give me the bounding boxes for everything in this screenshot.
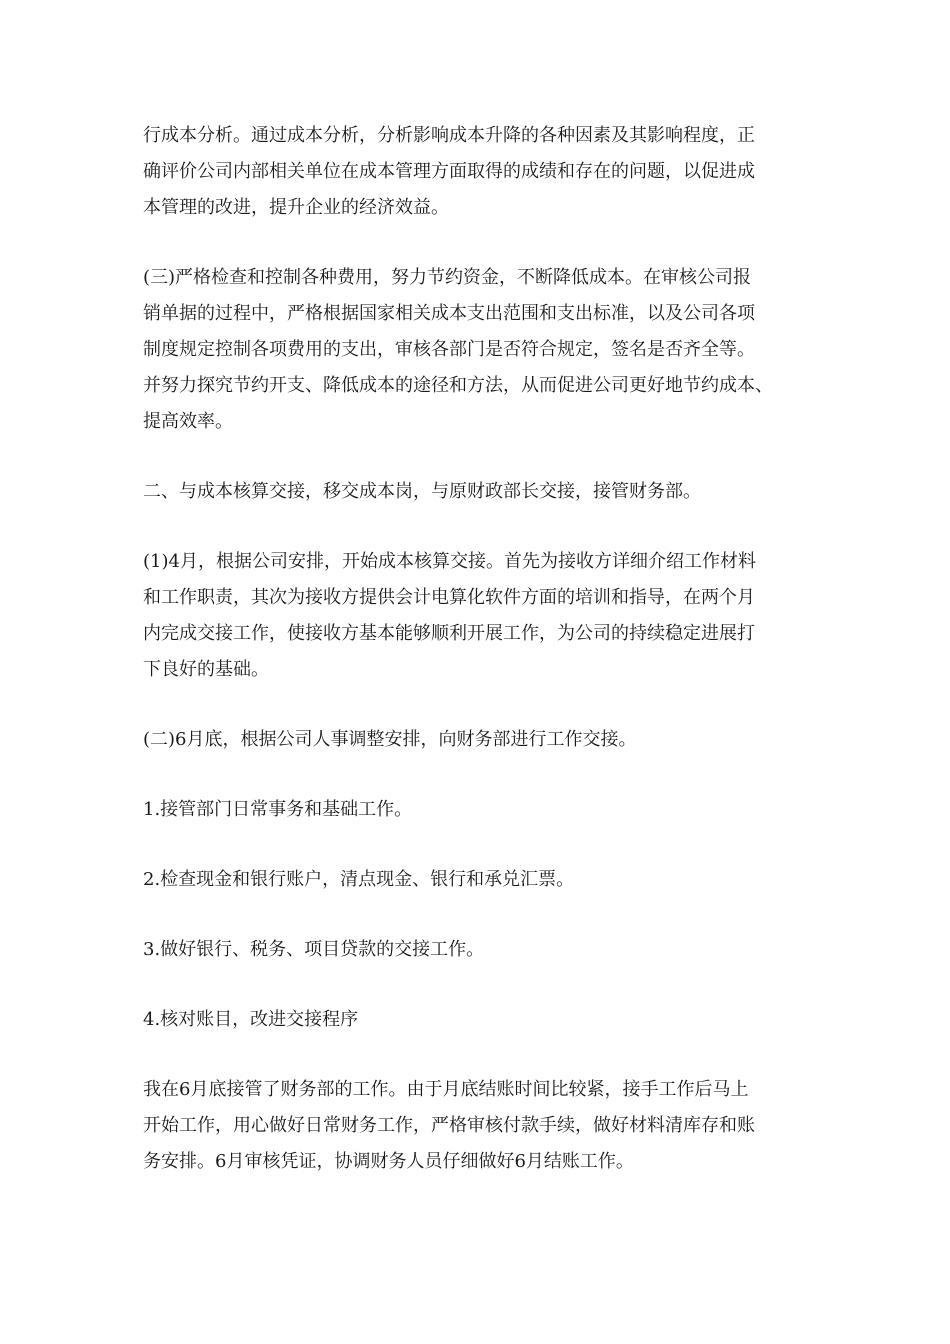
text-line: 提高效率。 xyxy=(143,411,233,432)
paragraph-expense-control xyxy=(143,260,823,440)
text-line: (1)4月，根据公司安排，开始成本核算交接。首先为接收方详细介绍工作材料 xyxy=(143,551,756,572)
text-line: 和工作职责，其次为接收方提供会计电算化软件方面的培训和指导，在两个月 xyxy=(143,587,755,608)
list-item-3 xyxy=(143,932,823,968)
text-line: 1.接管部门日常事务和基础工作。 xyxy=(143,799,413,820)
text-line: 我在6月底接管了财务部的工作。由于月底结账时间比较紧，接手工作后马上 xyxy=(143,1079,749,1100)
text-line: 下良好的基础。 xyxy=(143,659,269,680)
document-body xyxy=(143,118,823,1214)
section-heading-handover xyxy=(143,474,823,510)
list-item-4 xyxy=(143,1002,823,1038)
text-line: 4.核对账目，改进交接程序 xyxy=(143,1009,359,1030)
paragraph-finance-handover xyxy=(143,722,823,758)
paragraph-cost-analysis xyxy=(143,118,823,226)
text-line: 内完成交接工作，使接收方基本能够顺利开展工作，为公司的持续稳定进展打 xyxy=(143,623,755,644)
paragraph-june-takeover xyxy=(143,1072,823,1180)
paragraph-cost-accounting-handover xyxy=(143,544,823,688)
list-item-1 xyxy=(143,792,823,828)
text-line: (二)6月底，根据公司人事调整安排，向财务部进行工作交接。 xyxy=(143,729,637,750)
text-line: (三)严格检查和控制各种费用，努力节约资金，不断降低成本。在审核公司报 xyxy=(143,267,752,288)
text-line: 本管理的改进，提升企业的经济效益。 xyxy=(143,197,449,218)
text-line: 务安排。6月审核凭证，协调财务人员仔细做好6月结账工作。 xyxy=(143,1151,634,1172)
text-line: 2.检查现金和银行账户，清点现金、银行和承兑汇票。 xyxy=(143,869,575,890)
text-line: 制度规定控制各项费用的支出，审核各部门是否符合规定，签名是否齐全等。 xyxy=(143,339,755,360)
text-line: 销单据的过程中，严格根据国家相关成本支出范围和支出标准，以及公司各项 xyxy=(143,303,755,324)
text-line: 二、与成本核算交接，移交成本岗，与原财政部长交接，接管财务部。 xyxy=(143,481,701,502)
text-line: 并努力探究节约开支、降低成本的途径和方法，从而促进公司更好地节约成本、 xyxy=(143,375,773,396)
text-line: 确评价公司内部相关单位在成本管理方面取得的成绩和存在的问题，以促进成 xyxy=(143,161,755,182)
text-line: 行成本分析。通过成本分析，分析影响成本升降的各种因素及其影响程度，正 xyxy=(143,125,755,146)
list-item-2 xyxy=(143,862,823,898)
text-line: 3.做好银行、税务、项目贷款的交接工作。 xyxy=(143,939,485,960)
text-line: 开始工作，用心做好日常财务工作，严格审核付款手续，做好材料清库存和账 xyxy=(143,1115,755,1136)
